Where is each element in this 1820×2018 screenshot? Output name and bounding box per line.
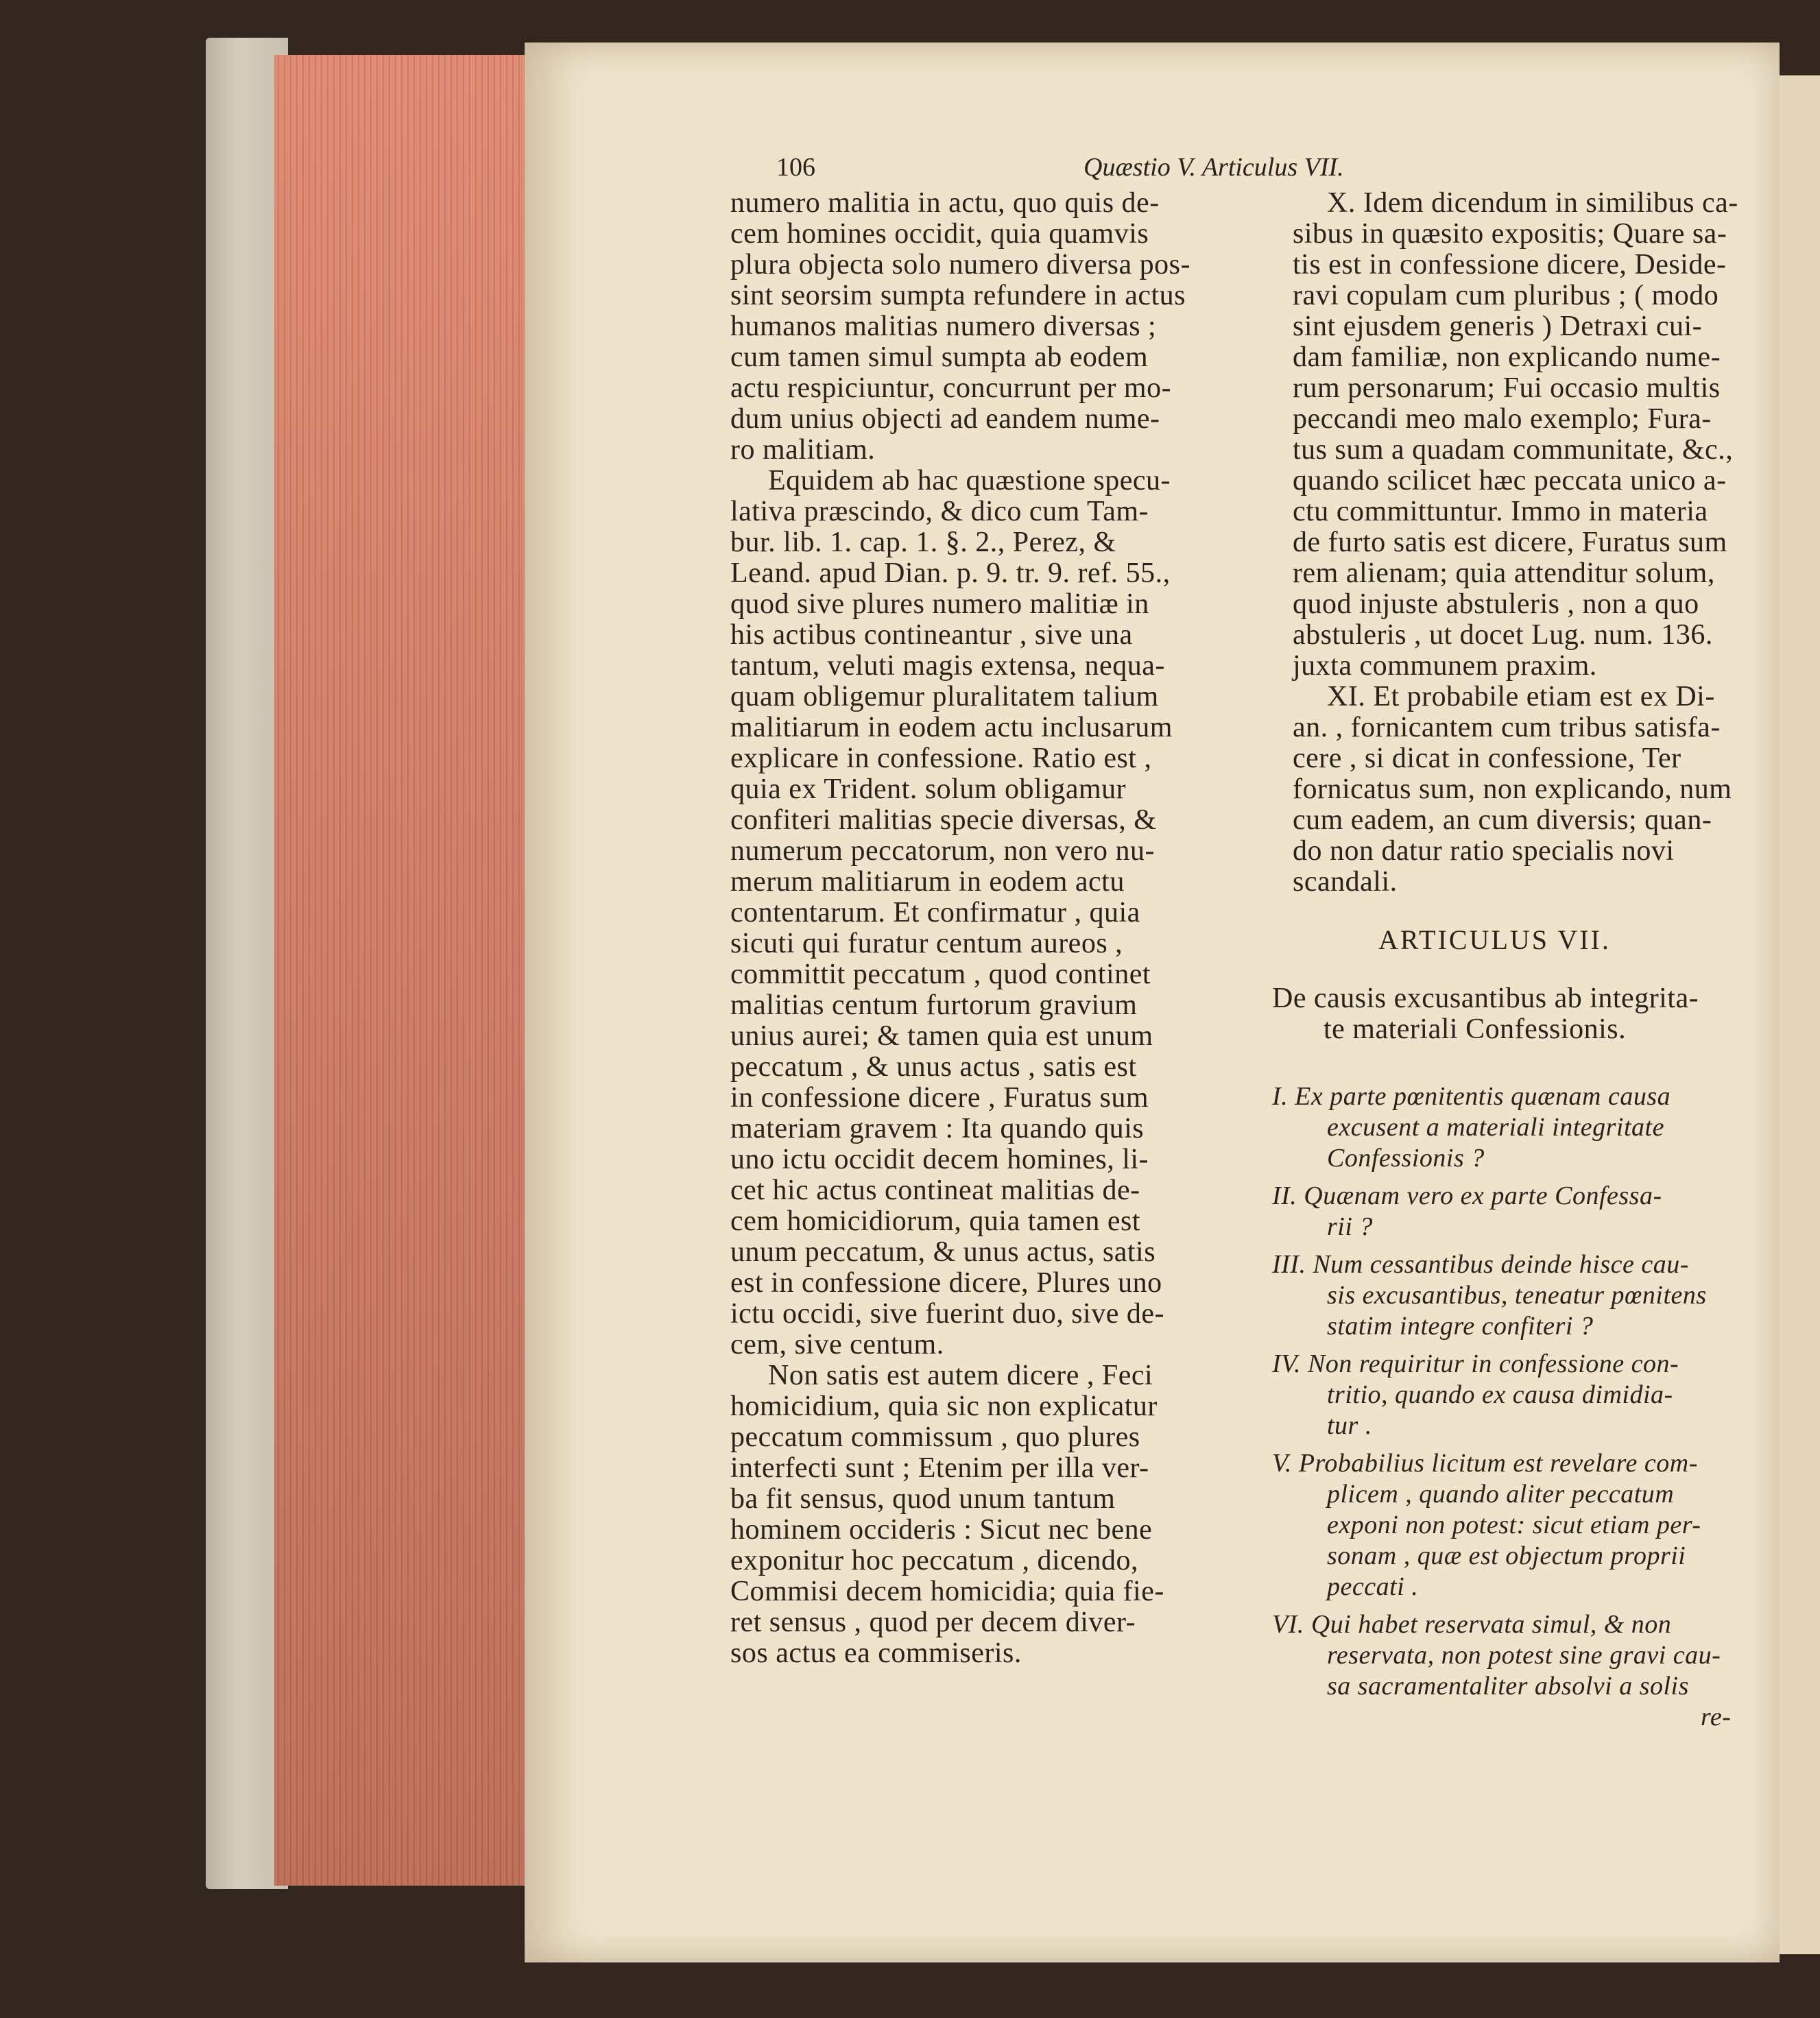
text-line: de furto satis est dicere, Furatus sum [1293,527,1727,558]
text-line: rum personarum; Fui occasio multis [1293,372,1721,404]
summary-line: excusent a materiali integritate [1327,1113,1664,1142]
text-line: juxta communem praxim. [1293,650,1597,682]
text-line: quod sive plures numero malitiæ in [730,588,1149,620]
text-line: ictu occidi, sive fuerint duo, sive de- [730,1298,1164,1330]
article-subtitle-line: te materiali Confessionis. [1324,1013,1627,1045]
text-line: confiteri malitias specie diversas, & [730,804,1157,836]
text-line: ba fit sensus, quod unum tantum [730,1483,1116,1515]
text-line: merum malitiarum in eodem actu [730,866,1125,898]
page-number: 106 [776,153,815,182]
text-line: homicidium, quia sic non explicatur [730,1391,1158,1422]
summary-line: IV. Non requiritur in confessione con- [1272,1349,1679,1378]
summary-line: plicem , quando aliter peccatum [1327,1480,1675,1509]
text-line: ret sensus , quod per decem diver- [730,1607,1136,1638]
text-line: quando scilicet hæc peccata unico a- [1293,465,1727,496]
text-line: numerum peccatorum, non vero nu- [730,835,1155,867]
text-line: peccandi meo malo exemplo; Fura- [1293,403,1712,435]
text-line: tus sum a quadam communitate, &c., [1293,434,1734,466]
summary-line: VI. Qui habet reservata simul, & non [1272,1610,1672,1639]
summary-line: statim integre confiteri ? [1327,1312,1594,1341]
text-line: rem alienam; quia attenditur solum, [1293,557,1715,589]
text-line: dum unius objecti ad eandem nume- [730,403,1160,435]
article-heading: ARTICULUS VII. [1378,924,1611,955]
text-line: sint ejusdem generis ) Detraxi cui- [1293,311,1703,342]
text-line: malitiarum in eodem actu inclusarum [730,712,1173,743]
text-line: an. , fornicantem cum tribus satisfa- [1293,712,1721,743]
catchword: re- [1701,1703,1732,1731]
summary-line: exponi non potest: sicut etiam per- [1327,1511,1701,1539]
text-line: cum eadem, an cum diversis; quan- [1293,804,1712,836]
text-line: X. Idem dicendum in similibus ca- [1327,187,1738,219]
text-line: cem homines occidit, quia quamvis [730,218,1149,250]
summary-line: II. Quænam vero ex parte Confessa- [1272,1181,1662,1210]
text-line: Commisi decem homicidia; quia fie- [730,1576,1164,1607]
text-line: contentarum. Et confirmatur , quia [730,897,1140,928]
text-line: ravi copulam cum pluribus ; ( modo [1293,280,1719,311]
text-line: in confessione dicere , Furatus sum [730,1082,1149,1114]
book-page [525,43,1780,1962]
text-line: sibus in quæsito expositis; Quare sa- [1293,218,1727,250]
summary-line: sa sacramentaliter absolvi a solis [1327,1672,1689,1701]
text-line: unum peccatum, & unus actus, satis [730,1236,1156,1268]
text-line: sos actus ea commiseris. [730,1637,1022,1669]
text-line: cet hic actus contineat malitias de- [730,1175,1140,1206]
text-line: uno ictu occidit decem homines, li- [730,1144,1149,1175]
text-line: quia ex Trident. solum obligamur [730,773,1127,805]
text-line: interfecti sunt ; Etenim per illa ver- [730,1452,1149,1484]
text-line: numero malitia in actu, quo quis de- [730,187,1160,219]
text-line: peccatum , & unus actus , satis est [730,1051,1137,1083]
summary-line: III. Num cessantibus deinde hisce cau- [1272,1250,1689,1279]
text-line: hominem occideris : Sicut nec bene [730,1514,1153,1546]
text-line: cere , si dicat in confessione, Ter [1293,743,1681,774]
text-line: scandali. [1293,866,1398,898]
summary-line: tritio, quando ex causa dimidia- [1327,1380,1673,1409]
summary-line: tur . [1327,1411,1372,1440]
text-line: humanos malitias numero diversas ; [730,311,1157,342]
text-line: cum tamen simul sumpta ab eodem [730,341,1149,373]
text-line: ctu committuntur. Immo in materia [1293,496,1708,527]
text-line: ro malitiam. [730,434,876,466]
text-line: quod injuste abstuleris , non a quo [1293,588,1699,620]
text-line: tis est in confessione dicere, Deside- [1293,249,1727,280]
text-line: Leand. apud Dian. p. 9. tr. 9. ref. 55., [730,557,1171,589]
text-line: abstuleris , ut docet Lug. num. 136. [1293,619,1713,651]
summary-line: peccati . [1327,1572,1419,1601]
text-line: exponitur hoc peccatum , dicendo, [730,1545,1138,1576]
text-line: fornicatus sum, non explicando, num [1293,773,1732,805]
text-line: committit peccatum , quod continet [730,959,1151,990]
page-edges [274,55,528,1886]
summary-line: Confessionis ? [1327,1144,1485,1173]
text-line: bur. lib. 1. cap. 1. §. 2., Perez, & [730,527,1116,558]
summary-line: V. Probabilius licitum est revelare com- [1272,1449,1698,1478]
text-line: sicuti qui furatur centum aureos , [730,928,1123,959]
text-line: Equidem ab hac quæstione specu- [768,465,1171,496]
text-line: dam familiæ, non explicando nume- [1293,341,1721,373]
summary-line: rii ? [1327,1212,1373,1241]
facing-page-edge [1780,75,1820,1954]
text-line: lativa præscindo, & dico cum Tam- [730,496,1149,527]
text-line: malitias centum furtorum gravium [730,989,1138,1021]
text-line: unius aurei; & tamen quia est unum [730,1020,1153,1052]
text-line: materiam gravem : Ita quando quis [730,1113,1145,1144]
text-line: tantum, veluti magis extensa, nequa- [730,650,1165,682]
text-line: Non satis est autem dicere , Feci [768,1360,1153,1391]
text-line: XI. Et probabile etiam est ex Di- [1327,681,1715,712]
text-line: plura objecta solo numero diversa pos- [730,249,1190,280]
text-line: explicare in confessione. Ratio est , [730,743,1152,774]
text-line: cem, sive centum. [730,1329,944,1360]
text-line: do non datur ratio specialis novi [1293,835,1675,867]
text-line: sint seorsim sumpta refundere in actus [730,280,1186,311]
text-line: est in confessione dicere, Plures uno [730,1267,1162,1299]
text-line: cem homicidiorum, quia tamen est [730,1205,1141,1237]
article-subtitle-line: De causis excusantibus ab integrita- [1272,983,1699,1014]
summary-line: sonam , quæ est objectum proprii [1327,1541,1686,1570]
summary-line: I. Ex parte pœnitentis quænam causa [1272,1082,1671,1111]
summary-line: reservata, non potest sine gravi cau- [1327,1641,1721,1670]
text-line: quam obligemur pluralitatem talium [730,681,1159,712]
text-line: peccatum commissum , quo plures [730,1421,1140,1453]
text-line: actu respiciuntur, concurrunt per mo- [730,372,1172,404]
text-line: his actibus contineantur , sive una [730,619,1133,651]
running-title: Quæstio V. Articulus VII. [1083,153,1344,182]
summary-line: sis excusantibus, teneatur pœnitens [1327,1281,1707,1310]
